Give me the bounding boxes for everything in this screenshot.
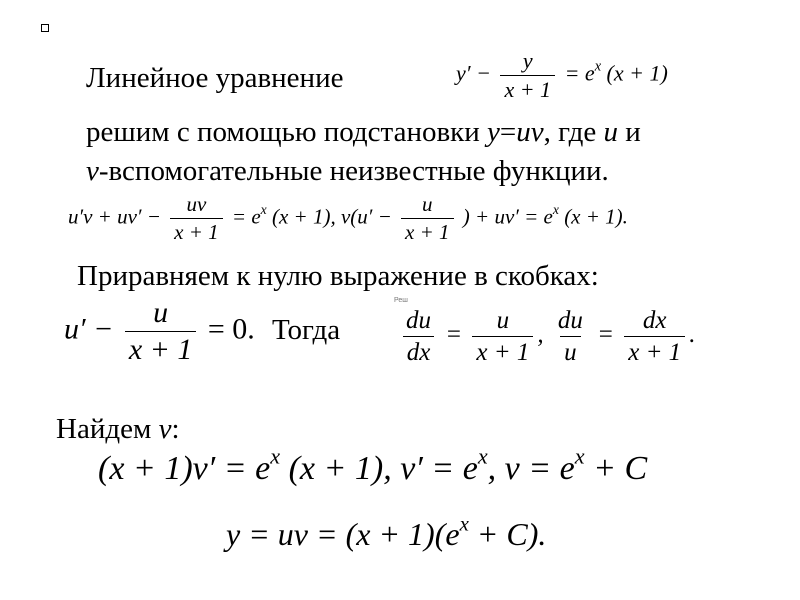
eq5-part-c: , v = e <box>487 450 575 487</box>
eq2-exponent2: x <box>552 201 559 217</box>
eq4-numerator3: du <box>557 307 583 334</box>
var-uv: uv <box>516 116 544 148</box>
eq1-fraction <box>500 50 555 101</box>
eq5-part-a: (x + 1)v′ = e <box>98 450 271 487</box>
eq1-denominator: x + 1 <box>500 75 555 101</box>
eq4-denominator2: x + 1 <box>472 336 533 365</box>
equation-linear <box>456 50 668 101</box>
eq1-tail: (x + 1) <box>606 60 668 86</box>
substitution-and: и <box>617 116 641 148</box>
text-linear-equation: Линейное уравнение <box>86 62 344 94</box>
eq1-lhs: y′ − <box>456 60 491 86</box>
eq5-part-d: + C <box>593 450 648 487</box>
eq2-tail1: (x + 1), v(u′ − <box>271 204 392 229</box>
eq4-fraction4 <box>624 308 685 365</box>
find-post: : <box>171 413 180 445</box>
eq5-exponent3: x <box>574 443 585 469</box>
eq2-mid1: = e <box>231 204 261 229</box>
equation-find-v <box>98 443 648 487</box>
eq2-numerator1: uv <box>186 192 207 216</box>
eq4-fraction2 <box>472 308 533 365</box>
text-then: Тогда <box>272 314 341 346</box>
tiny-note: Реш <box>394 297 408 304</box>
eq3-fraction <box>125 298 197 365</box>
equation-general-solution <box>226 512 547 552</box>
text-auxiliary-functions <box>86 157 609 186</box>
eq3-numerator: u <box>153 296 169 329</box>
find-pre: Найдем <box>56 413 159 445</box>
eq4-end: . <box>689 321 696 349</box>
eq6-part-a: y = uv = (x + 1)(e <box>226 516 460 552</box>
eq2-exponent1: x <box>260 201 267 217</box>
eq6-exponent: x <box>459 512 469 536</box>
eq4-numerator4: dx <box>642 307 667 334</box>
var-y: y <box>487 116 500 148</box>
eq3-lhs: u′ − <box>64 312 114 346</box>
eq4-equals1: = <box>445 321 463 349</box>
eq4-denominator1: dx <box>403 336 435 365</box>
eq4-comma: , <box>537 321 544 349</box>
eq4-numerator2: u <box>496 307 510 334</box>
text-find-v <box>56 415 180 444</box>
equation-separated <box>398 308 695 365</box>
text-set-to-zero: Приравняем к нулю выражение в скобках: <box>77 260 599 292</box>
eq2-tail2: (x + 1). <box>564 204 628 229</box>
eq2-denominator1: x + 1 <box>170 218 223 243</box>
eq4-fraction1 <box>402 308 435 365</box>
text-substitution <box>86 118 641 147</box>
eq6-part-b: + C). <box>476 516 547 552</box>
eq5-part-b: (x + 1), v′ = e <box>288 450 478 487</box>
eq5-exponent1: x <box>270 443 281 469</box>
eq2-numerator2: u <box>422 192 433 216</box>
eq4-numerator1: du <box>406 307 431 334</box>
auxiliary-rest: -вспомогательные неизвестные функции. <box>98 155 609 187</box>
eq2-denominator2: x + 1 <box>401 218 454 243</box>
eq2-fraction1 <box>170 194 223 243</box>
eq2-part1: u′v + uv′ − <box>68 204 161 229</box>
eq5-exponent2: x <box>477 443 488 469</box>
eq1-rhs: = e <box>564 60 595 86</box>
eq3-denominator: x + 1 <box>125 331 197 365</box>
substitution-mid: , где <box>543 116 604 148</box>
eq2-mid2: ) + uv′ = e <box>462 204 553 229</box>
equals-sign: = <box>499 116 517 148</box>
eq2-fraction2 <box>401 194 454 243</box>
eq4-denominator3: u <box>560 336 581 365</box>
eq1-numerator: y <box>522 48 533 73</box>
eq1-exponent: x <box>594 58 602 75</box>
substitution-pre: решим с помощью подстановки <box>86 116 488 148</box>
bullet-marker <box>41 24 49 32</box>
equation-substituted <box>68 194 628 243</box>
eq4-equals2: = <box>597 321 614 349</box>
find-var-v: v <box>158 413 172 445</box>
eq3-rhs: = 0. <box>207 312 255 346</box>
var-u: u <box>603 116 618 148</box>
eq4-fraction3 <box>554 308 587 365</box>
equation-bracket-zero <box>64 298 255 365</box>
var-v: v <box>86 155 99 187</box>
eq4-denominator4: x + 1 <box>624 336 685 365</box>
